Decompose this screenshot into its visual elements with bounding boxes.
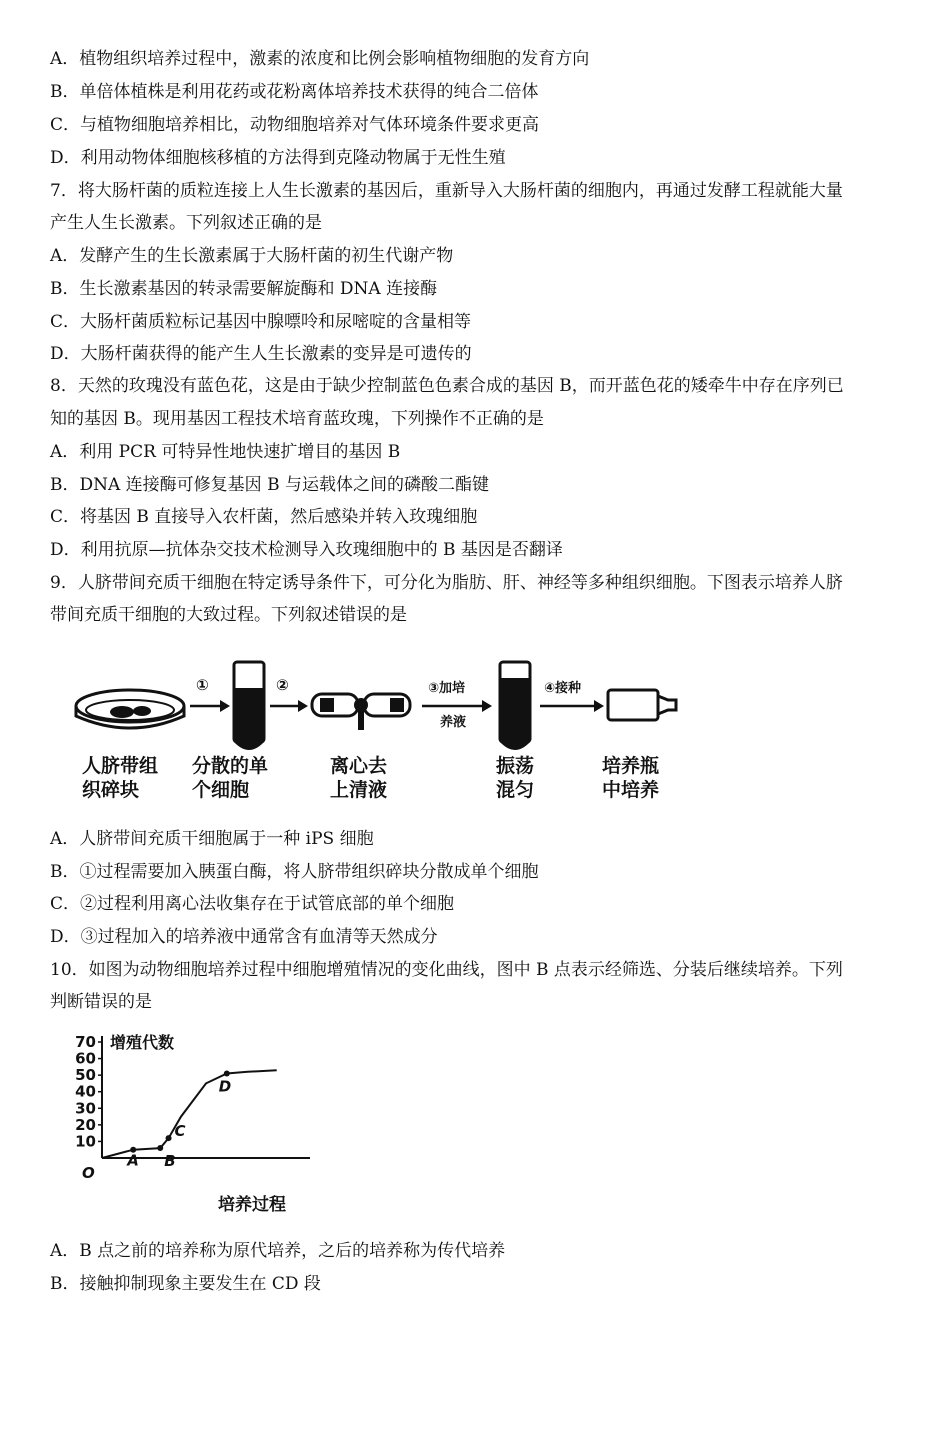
step-3-label-line-2: 养液: [440, 715, 467, 730]
q8-option-c: C．将基因 B 直接导入农杆菌，然后感染并转入玫瑰细胞: [50, 507, 478, 527]
stage-3-caption-line-1: 离心去: [330, 755, 388, 777]
stage-3-caption-line-2: 上清液: [330, 779, 388, 801]
q9-stem-line-2: 带间充质干细胞的大致过程。下列叙述错误的是: [50, 605, 407, 625]
stage-2-caption-line-2: 个细胞: [192, 779, 250, 801]
point-c-label: C: [174, 1122, 186, 1141]
q6-option-c: C．与植物细胞培养相比，动物细胞培养对气体环境条件要求更高: [50, 115, 540, 135]
point-b-label: B: [164, 1152, 176, 1171]
q7-option-b: B．生长激素基因的转录需要解旋酶和 DNA 连接酶: [50, 279, 438, 299]
q6-option-a: A．植物组织培养过程中，激素的浓度和比例会影响植物细胞的发育方向: [50, 49, 590, 69]
y-tick-label: 10: [75, 1132, 96, 1151]
petri-dish-icon: [76, 690, 184, 728]
test-tube-shaking-icon: [500, 662, 530, 750]
q8-option-a: A．利用 PCR 可特异性地快速扩增目的基因 B: [50, 442, 401, 462]
step-1-label: ①: [196, 676, 209, 694]
stage-5-caption-line-1: 培养瓶: [602, 755, 660, 777]
q10-stem-line-1: 10．如图为动物细胞培养过程中细胞增殖情况的变化曲线，图中 B 点表示经筛选、分装后继续培养。下列: [50, 960, 843, 980]
arrow-step-2: [270, 676, 308, 712]
point-b-marker: [157, 1145, 163, 1151]
y-tick-label: 50: [75, 1066, 96, 1085]
chart-axes: [102, 1036, 310, 1158]
q7-option-a: A．发酵产生的生长激素属于大肠杆菌的初生代谢产物: [50, 246, 454, 266]
q7-stem-line-1: 7．将大肠杆菌的质粒连接上人生长激素的基因后，重新导入大肠杆菌的细胞内，再通过发酵工程就能大量: [50, 181, 843, 201]
stage-4-caption-line-1: 振荡: [496, 755, 535, 777]
series-line: [102, 1070, 277, 1158]
stage-1-caption-line-1: 人脐带组: [82, 755, 159, 777]
y-tick-label: 70: [75, 1033, 96, 1051]
q9-option-c: C．②过程利用离心法收集存在于试管底部的单个细胞: [50, 894, 455, 914]
q6-option-d: D．利用动物体细胞核移植的方法得到克隆动物属于无性生殖: [50, 148, 506, 168]
q6-option-b: B．单倍体植株是利用花药或花粉离体培养技术获得的纯合二倍体: [50, 82, 539, 102]
point-a-label: A: [127, 1151, 139, 1170]
q10-stem-line-2: 判断错误的是: [50, 992, 152, 1012]
q8-option-b: B．DNA 连接酶可修复基因 B 与运载体之间的磷酸二酯键: [50, 475, 489, 495]
point-d-marker: [224, 1070, 230, 1076]
q8-option-d: D．利用抗原—抗体杂交技术检测导入玫瑰细胞中的 B 基因是否翻译: [50, 540, 563, 560]
y-tick-label: 20: [75, 1115, 96, 1134]
q10-option-a: A．B 点之前的培养称为原代培养，之后的培养称为传代培养: [50, 1241, 506, 1261]
q9-option-b: B．①过程需要加入胰蛋白酶，将人脐带组织碎块分散成单个细胞: [50, 862, 539, 882]
culture-bottle-icon: [608, 690, 676, 720]
q7-option-c: C．大肠杆菌质粒标记基因中腺嘌呤和尿嘧啶的含量相等: [50, 312, 472, 332]
chart-ticks: [75, 1033, 102, 1150]
q9-stem-line-1: 9．人脐带间充质干细胞在特定诱导条件下，可分化为脂肪、肝、神经等多种组织细胞。下图表示培养人脐: [50, 573, 843, 593]
stage-1-caption-line-2: 织碎块: [82, 779, 140, 801]
step-4-label: ④接种: [544, 681, 582, 696]
q8-stem-line-2: 知的基因 B。现用基因工程技术培育蓝玫瑰，下列操作不正确的是: [50, 409, 544, 429]
q7-option-d: D．大肠杆菌获得的能产生人生长激素的变异是可遗传的: [50, 344, 472, 364]
step-3-label-line-1: ③加培: [428, 681, 466, 696]
proliferation-curve-chart: [60, 1028, 320, 1220]
point-c-marker: [166, 1135, 172, 1141]
q10-option-b: B．接触抑制现象主要发生在 CD 段: [50, 1274, 321, 1294]
stage-4-caption-line-2: 混匀: [496, 779, 535, 801]
chart-y-axis-label: 增殖代数: [110, 1033, 175, 1052]
y-tick-label: 40: [75, 1082, 96, 1101]
arrow-step-3: [422, 680, 492, 730]
q8-stem-line-1: 8．天然的玫瑰没有蓝色花，这是由于缺少控制蓝色色素合成的基因 B，而开蓝色花的矮牵牛中存在序列已: [50, 376, 844, 396]
cell-culture-process-diagram: [72, 648, 682, 818]
test-tube-icon: [234, 662, 264, 750]
q9-option-d: D．③过程加入的培养液中通常含有血清等天然成分: [50, 927, 438, 947]
centrifuge-icon: [312, 694, 410, 730]
point-d-label: D: [218, 1077, 232, 1096]
chart-x-axis-label: 培养过程: [218, 1195, 286, 1215]
stage-5-caption-line-2: 中培养: [602, 779, 660, 801]
step-2-label: ②: [276, 676, 289, 694]
arrow-step-4: [540, 680, 604, 712]
q7-stem-line-2: 产生人生长激素。下列叙述正确的是: [50, 213, 322, 233]
q9-option-a: A．人脐带间充质干细胞属于一种 iPS 细胞: [50, 829, 374, 849]
chart-series: [102, 1070, 277, 1158]
arrow-step-1: [190, 676, 230, 712]
y-tick-label: 60: [75, 1049, 96, 1068]
stage-2-caption-line-1: 分散的单: [192, 755, 269, 777]
y-tick-label: 30: [75, 1099, 96, 1118]
chart-origin-label: O: [82, 1164, 95, 1182]
